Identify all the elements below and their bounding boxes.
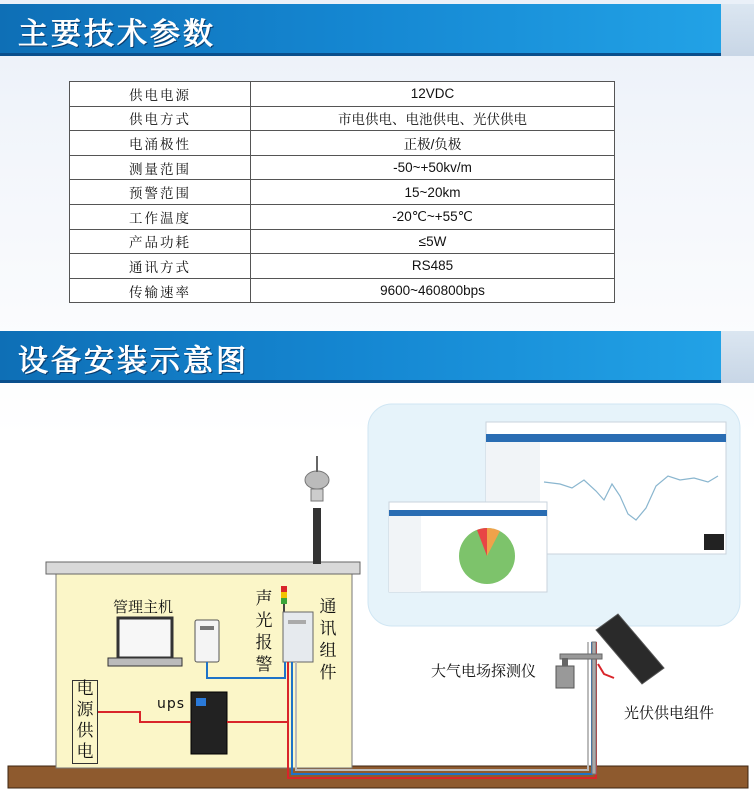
- section-title-specs: 主要技术参数: [18, 17, 216, 52]
- table-row: [70, 155, 615, 180]
- spec-key: 工作温度: [70, 204, 251, 229]
- spec-key: 产品功耗: [70, 229, 251, 254]
- comm-cabinet: [283, 612, 313, 662]
- label-comm: 通讯组件: [319, 597, 337, 683]
- table-row: [70, 82, 615, 107]
- install-diagram: [0, 396, 754, 794]
- spec-value: 12VDC: [251, 82, 615, 107]
- table-row: [70, 278, 615, 303]
- spec-value: -50~+50kv/m: [251, 155, 615, 180]
- rod-ball: [305, 471, 329, 489]
- spec-value: 正极/负极: [251, 131, 615, 156]
- rod-pole: [313, 508, 321, 564]
- label-ups: ups: [157, 696, 186, 712]
- spec-key: 供电电源: [70, 82, 251, 107]
- label-solar: 光伏供电组件: [624, 704, 715, 722]
- banner-strip: [721, 4, 754, 56]
- table-row: [70, 131, 615, 156]
- label-power: 电源供电: [76, 679, 94, 762]
- section-title-install: 设备安装示意图: [18, 344, 249, 379]
- alarm-light: [281, 586, 287, 592]
- sensor-pole: [592, 642, 596, 774]
- table-row: [70, 204, 615, 229]
- label-alarm: 声光报警: [255, 589, 273, 675]
- spec-value: -20℃~+55℃: [251, 204, 615, 229]
- label-sensor: 大气电场探测仪: [431, 662, 537, 680]
- table-row: [70, 229, 615, 254]
- banner-strip: [721, 331, 754, 383]
- spec-value: ≤5W: [251, 229, 615, 254]
- spec-value: 市电供电、电池供电、光伏供电: [251, 106, 615, 131]
- table-row: [70, 254, 615, 279]
- spec-value: 15~20km: [251, 180, 615, 205]
- spec-key: 传输速率: [70, 278, 251, 303]
- laptop-base: [108, 658, 182, 666]
- table-row: [70, 180, 615, 205]
- laptop-screen: [118, 618, 172, 658]
- spec-value: 9600~460800bps: [251, 278, 615, 303]
- sensor-body: [556, 666, 574, 688]
- label-host: 管理主机: [113, 598, 174, 616]
- spec-key: 供电方式: [70, 106, 251, 131]
- table-row: [70, 106, 615, 131]
- spec-table: [69, 81, 615, 303]
- section-banner-specs: [0, 4, 721, 56]
- spec-key: 电涌极性: [70, 131, 251, 156]
- section-banner-install: [0, 331, 721, 383]
- spec-key: 测量范围: [70, 155, 251, 180]
- spec-key: 通讯方式: [70, 254, 251, 279]
- spec-value: RS485: [251, 254, 615, 279]
- spec-key: 预警范围: [70, 180, 251, 205]
- power-box: [72, 680, 98, 764]
- building-roof: [46, 562, 360, 574]
- diagram-graphics: [0, 396, 754, 794]
